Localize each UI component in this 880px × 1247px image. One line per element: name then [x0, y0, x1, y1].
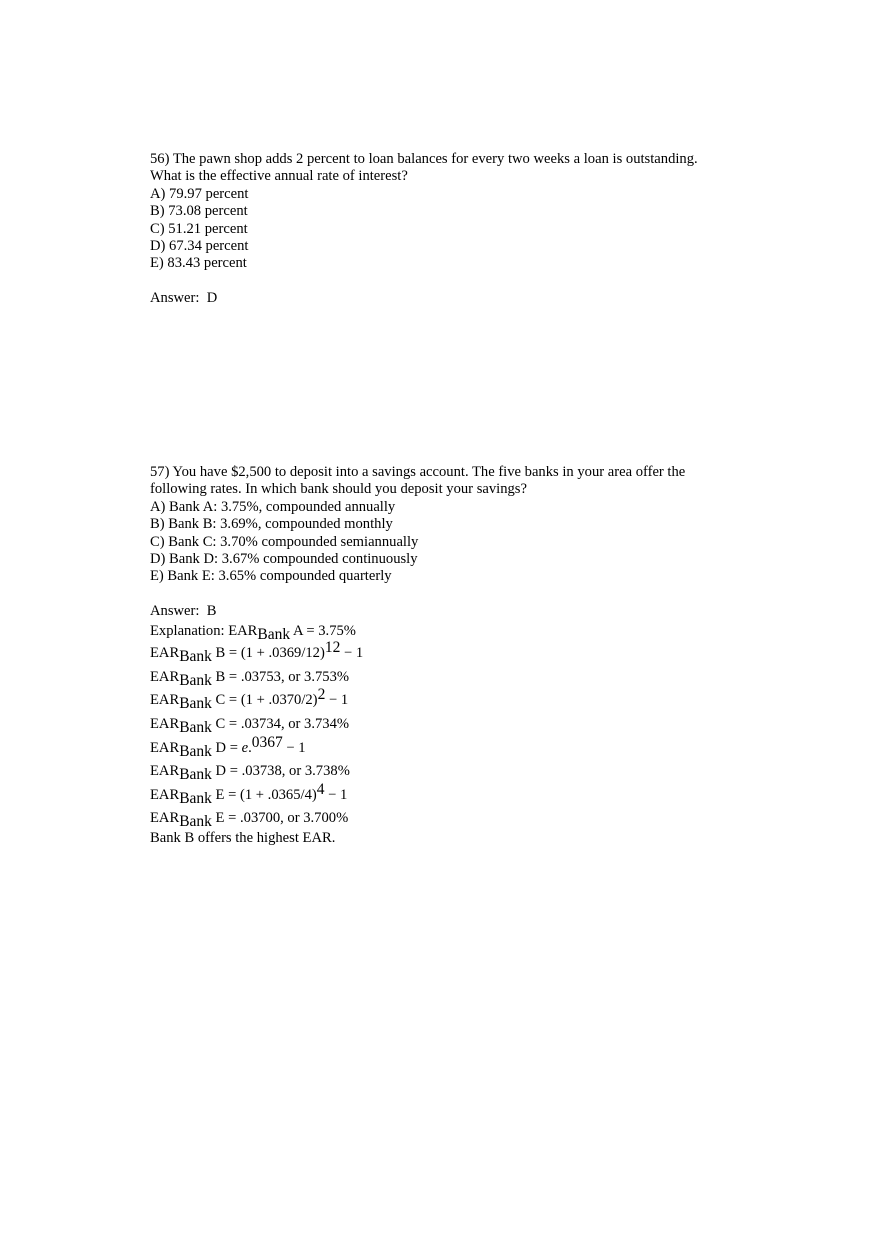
explanation-equation: EARBank C = (1 + .0370/2)2 − 1 [150, 686, 349, 713]
question-stem-line: 56) The pawn shop adds 2 percent to loan balances for every two weeks a loan is outstanding. [150, 151, 698, 167]
question-stem-line: What is the effective annual rate of interest? [150, 168, 408, 185]
answer-key: Answer: D [150, 289, 218, 306]
answer-option-a: A) 79.97 percent [150, 185, 249, 202]
explanation-equation: EARBank D = .03738, or 3.738% [150, 763, 350, 784]
explanation-equation: EARBank B = (1 + .0369/12)12 − 1 [150, 639, 364, 666]
answer-option-b: B) 73.08 percent [150, 203, 248, 220]
question-stem-line: following rates. In which bank should you deposit your savings? [150, 481, 527, 498]
answer-option-e: E) 83.43 percent [150, 255, 247, 272]
answer-option-e: E) Bank E: 3.65% compounded quarterly [150, 568, 392, 585]
answer-option-d: D) 67.34 percent [150, 238, 249, 255]
explanation-equation: EARBank C = .03734, or 3.734% [150, 716, 350, 737]
question-stem-line: 57) You have $2,500 to deposit into a savings account. The five banks in your area offer the [150, 464, 686, 480]
explanation-equation: EARBank E = .03700, or 3.700% [150, 810, 349, 831]
question-57 [150, 464, 750, 847]
explanation-conclusion: Bank B offers the highest EAR. [150, 830, 336, 846]
explanation-equation: Explanation: EARBank A = 3.75% [150, 623, 356, 644]
explanation-equation: EARBank B = .03753, or 3.753% [150, 668, 350, 689]
explanation [150, 620, 750, 830]
answer-option-d: D) Bank D: 3.67% compounded continuously [150, 551, 418, 568]
answer-key: Answer: B [150, 602, 217, 619]
answer-option-a: A) Bank A: 3.75%, compounded annually [150, 498, 396, 515]
explanation-equation: EARBank D = e.0367 − 1 [150, 733, 306, 760]
question-56 [150, 151, 750, 307]
answer-option-c: C) Bank C: 3.70% compounded semiannually [150, 533, 419, 550]
answer-option-c: C) 51.21 percent [150, 220, 248, 237]
answer-option-b: B) Bank B: 3.69%, compounded monthly [150, 516, 393, 533]
explanation-equation: EARBank E = (1 + .0365/4)4 − 1 [150, 780, 348, 807]
